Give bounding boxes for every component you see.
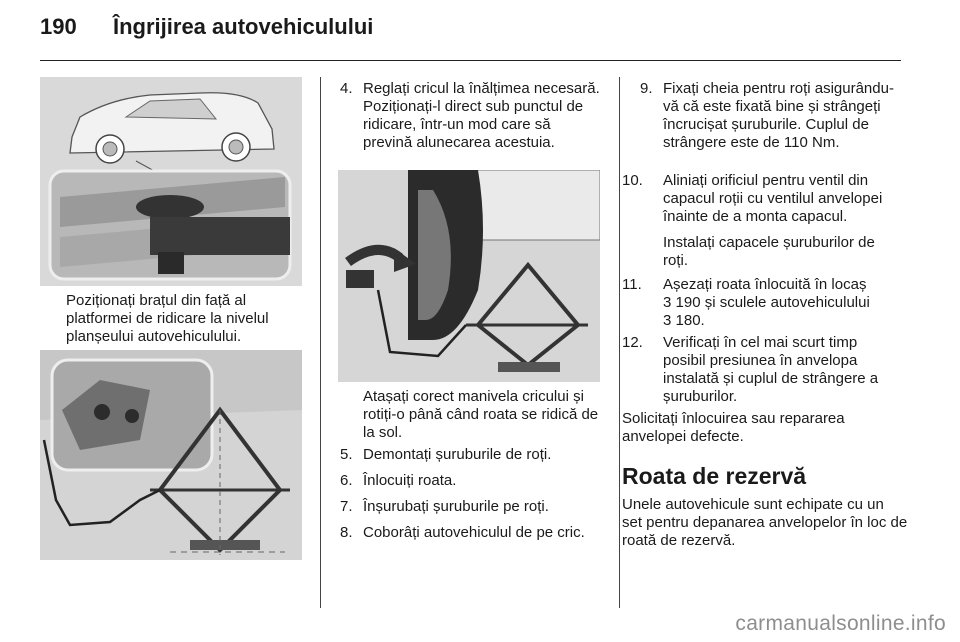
jack-cranking-illustration — [338, 170, 600, 382]
step-number: 8. — [340, 524, 353, 541]
step-7 — [340, 498, 602, 516]
step-4 — [340, 80, 602, 152]
step-number: 6. — [340, 472, 353, 489]
step-number: 10. — [622, 172, 643, 189]
page-reference-link[interactable]: 3 190 și sculele autovehiculului — [663, 294, 870, 311]
step-10-note: Instalați capacele șuruburilor de roți. — [663, 234, 875, 269]
repair-request-text: Solicitați înlocuirea sau repararea anvelopei defecte. — [622, 410, 845, 445]
step-number: 9. — [640, 80, 653, 97]
column-divider — [619, 77, 620, 608]
step-number: 4. — [340, 80, 353, 97]
step-text: Așezați roata înlocuită în locaș — [663, 276, 867, 293]
step-6 — [340, 472, 602, 490]
page-title: Îngrijirea autovehiculului — [113, 14, 374, 39]
header-rule — [40, 60, 901, 61]
step-number: 5. — [340, 446, 353, 463]
step-text: Reglați cricul la înălțimea necesară. Poziționați-l direct sub punctul de ridicare, într-un mod care să prevină alunecarea acestuia. — [363, 80, 600, 151]
step-text: Aliniați orificiul pentru ventil din capacul roții cu ventilul anvelopei înainte de a monta capacul. — [663, 172, 883, 225]
step-text: Verificați în cel mai scurt timp posibil presiunea în anvelopa instalată și cuplul de strângere a șuruburilor. — [663, 334, 879, 405]
step-5 — [340, 446, 602, 464]
step-12 — [622, 334, 902, 406]
section-body-text: Unele autovehicule sunt echipate cu un set pentru depanarea anvelopelor în loc de roată de rezervă. — [622, 496, 908, 549]
watermark: carmanualsonline.info — [735, 612, 946, 635]
section-heading: Roata de rezervă — [622, 463, 807, 489]
step-text: Înșurubați șuruburile pe roți. — [363, 498, 549, 515]
page-reference-link[interactable]: 3 180. — [663, 312, 705, 329]
step-11 — [622, 276, 902, 330]
step-text: Demontați șuruburile de roți. — [363, 446, 552, 463]
step-8 — [340, 524, 610, 542]
step-9 — [640, 80, 902, 152]
lift-platform-illustration — [40, 77, 302, 286]
jack-under-car-illustration — [40, 350, 302, 560]
column-divider — [320, 77, 321, 608]
step-number: 11. — [622, 276, 642, 293]
step-10 — [622, 172, 902, 226]
page-number: 190 — [40, 14, 77, 39]
step-number: 7. — [340, 498, 353, 515]
step-text: Coborâți autovehiculul de pe cric. — [363, 524, 585, 541]
figure-caption: Poziționați brațul din față al platformei de ridicare la nivelul planșeului autovehiculului. — [66, 292, 269, 345]
step-text: Fixați cheia pentru roți asigurându-vă că este fixată bine și strângeți încrucișat șuruburile. Cuplul de strângere este de 110 Nm. — [663, 80, 894, 151]
step-text: Înlocuiți roata. — [363, 472, 457, 489]
step-number: 12. — [622, 334, 643, 351]
crank-instruction: Atașați corect manivela cricului și rotiți-o până când roata se ridică de la sol. — [363, 388, 599, 441]
